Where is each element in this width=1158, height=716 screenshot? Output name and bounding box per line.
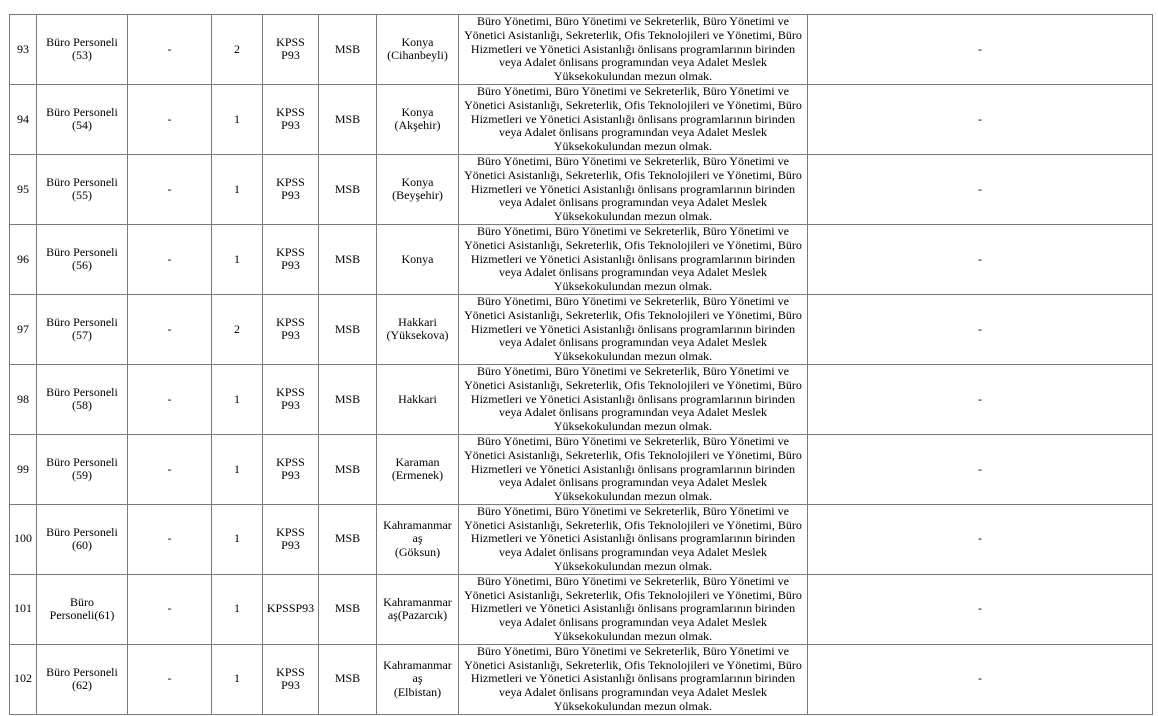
- notes: [808, 15, 1153, 85]
- education-requirement: [459, 84, 808, 154]
- edu-text: Büro Yönetimi, Büro Yönetimi ve Sekreterlik, Büro Yönetimi ve Yönetici Asistanlığı, Sekreterlik, Ofis Teknolojileri ve Yönetimi, Büro Hizmetleri ve Yönetici Asistanlığı önlisans programlarının birinden veya Adalet önlisans programından veya Adalet Meslek Yüksekokulundan mezun olmak.: [464, 504, 802, 574]
- empty-cell: [128, 574, 212, 644]
- loc-line2-text: (Akşehir): [394, 118, 441, 133]
- notes: [808, 434, 1153, 504]
- exam-line1-text: KPSS: [276, 314, 305, 329]
- org-text: MSB: [334, 531, 361, 546]
- location: [377, 84, 459, 154]
- exam-line1-text: KPSS: [276, 104, 305, 119]
- loc-line1-text: Kahramanmar: [383, 517, 452, 532]
- title-line1-text: Büro Personeli: [46, 314, 118, 329]
- row-number: [10, 154, 37, 224]
- edu-text: Büro Yönetimi, Büro Yönetimi ve Sekreterlik, Büro Yönetimi ve Yönetici Asistanlığı, Sekreterlik, Ofis Teknolojileri ve Yönetimi, Büro Hizmetleri ve Yönetici Asistanlığı önlisans programlarının birinden veya Adalet önlisans programından veya Adalet Meslek Yüksekokulundan mezun olmak.: [464, 434, 802, 504]
- position-count: [212, 504, 263, 574]
- notes-text: -: [978, 601, 982, 616]
- position-title: [37, 574, 128, 644]
- edu-text: Büro Yönetimi, Büro Yönetimi ve Sekreterlik, Büro Yönetimi ve Yönetici Asistanlığı, Sekreterlik, Ofis Teknolojileri ve Yönetimi, Büro Hizmetleri ve Yönetici Asistanlığı önlisans programlarının birinden veya Adalet önlisans programından veya Adalet Meslek Yüksekokulundan mezun olmak.: [464, 364, 802, 434]
- education-requirement: [459, 294, 808, 364]
- notes-text: -: [978, 321, 982, 336]
- exam-score-type: [263, 574, 319, 644]
- org-text: MSB: [334, 671, 361, 686]
- empty-cell: [128, 644, 212, 714]
- row-number: [10, 84, 37, 154]
- notes: [808, 84, 1153, 154]
- institution: [319, 644, 377, 714]
- loc-line2-text: (Yüksekova): [386, 328, 449, 343]
- org-text: MSB: [334, 321, 361, 336]
- loc-line2-text: (Cihanbeyli): [387, 48, 448, 63]
- exam-line2-text: P93: [281, 398, 300, 413]
- col3-text: -: [167, 111, 172, 126]
- education-requirement: [459, 364, 808, 434]
- col3-text: -: [167, 461, 172, 476]
- title-line2-text: (60): [72, 538, 92, 553]
- location: [377, 224, 459, 294]
- position-title: [37, 84, 128, 154]
- col3-text: -: [167, 321, 172, 336]
- col3-text: -: [167, 41, 172, 56]
- notes: [808, 364, 1153, 434]
- loc-line3-text: (Göksun): [394, 545, 441, 560]
- notes-text: -: [978, 111, 982, 126]
- no-text: 96: [17, 251, 29, 266]
- edu-text: Büro Yönetimi, Büro Yönetimi ve Sekreterlik, Büro Yönetimi ve Yönetici Asistanlığı, Sekreterlik, Ofis Teknolojileri ve Yönetimi, Büro Hizmetleri ve Yönetici Asistanlığı önlisans programlarının birinden veya Adalet önlisans programından veya Adalet Meslek Yüksekokulundan mezun olmak.: [464, 154, 802, 224]
- location: [377, 154, 459, 224]
- edu-text: Büro Yönetimi, Büro Yönetimi ve Sekreterlik, Büro Yönetimi ve Yönetici Asistanlığı, Sekreterlik, Ofis Teknolojileri ve Yönetimi, Büro Hizmetleri ve Yönetici Asistanlığı önlisans programlarının birinden veya Adalet önlisans programından veya Adalet Meslek Yüksekokulundan mezun olmak.: [464, 14, 802, 84]
- table-row: [10, 224, 1153, 294]
- position-count: [212, 294, 263, 364]
- position-count: [212, 15, 263, 85]
- exam-line1-text: KPSS: [276, 34, 305, 49]
- exam-line1-text: KPSSP93: [266, 601, 315, 616]
- count-text: 2: [234, 321, 240, 336]
- location: [377, 364, 459, 434]
- position-count: [212, 224, 263, 294]
- no-text: 95: [17, 181, 29, 196]
- position-count: [212, 364, 263, 434]
- location: [377, 15, 459, 85]
- title-line2-text: (56): [72, 258, 92, 273]
- table-row: [10, 84, 1153, 154]
- table-row: [10, 154, 1153, 224]
- loc-line2-text: (Ermenek): [391, 468, 444, 483]
- exam-line1-text: KPSS: [276, 174, 305, 189]
- table-row: [10, 644, 1153, 714]
- table-row: [10, 364, 1153, 434]
- position-count: [212, 84, 263, 154]
- exam-line2-text: P93: [281, 118, 300, 133]
- position-title: [37, 504, 128, 574]
- notes-text: -: [978, 461, 982, 476]
- notes: [808, 574, 1153, 644]
- position-count: [212, 434, 263, 504]
- edu-text: Büro Yönetimi, Büro Yönetimi ve Sekreterlik, Büro Yönetimi ve Yönetici Asistanlığı, Sekreterlik, Ofis Teknolojileri ve Yönetimi, Büro Hizmetleri ve Yönetici Asistanlığı önlisans programlarının birinden veya Adalet önlisans programından veya Adalet Meslek Yüksekokulundan mezun olmak.: [464, 84, 802, 154]
- exam-score-type: [263, 644, 319, 714]
- location: [377, 504, 459, 574]
- row-number: [10, 644, 37, 714]
- loc-line1-text: Konya: [401, 104, 434, 119]
- loc-line2-text: (Beyşehir): [392, 188, 443, 203]
- title-line1-text: Büro: [70, 594, 94, 609]
- institution: [319, 574, 377, 644]
- location: [377, 434, 459, 504]
- no-text: 97: [17, 321, 29, 336]
- notes-text: -: [978, 251, 982, 266]
- count-text: 1: [234, 601, 240, 616]
- org-text: MSB: [334, 391, 361, 406]
- exam-line1-text: KPSS: [276, 384, 305, 399]
- col3-text: -: [167, 601, 172, 616]
- institution: [319, 294, 377, 364]
- exam-score-type: [263, 84, 319, 154]
- location: [377, 294, 459, 364]
- job-listing-table: [9, 14, 1153, 715]
- table-row: [10, 15, 1153, 85]
- institution: [319, 434, 377, 504]
- table-row: [10, 504, 1153, 574]
- position-title: [37, 434, 128, 504]
- no-text: 99: [17, 461, 29, 476]
- position-title: [37, 364, 128, 434]
- empty-cell: [128, 504, 212, 574]
- col3-text: -: [167, 181, 172, 196]
- no-text: 100: [14, 531, 32, 546]
- education-requirement: [459, 644, 808, 714]
- education-requirement: [459, 154, 808, 224]
- exam-score-type: [263, 364, 319, 434]
- org-text: MSB: [334, 111, 361, 126]
- row-number: [10, 504, 37, 574]
- position-title: [37, 644, 128, 714]
- col3-text: -: [167, 531, 172, 546]
- notes-text: -: [978, 531, 982, 546]
- education-requirement: [459, 504, 808, 574]
- row-number: [10, 15, 37, 85]
- notes-text: -: [978, 41, 982, 56]
- position-count: [212, 644, 263, 714]
- notes-text: -: [978, 181, 982, 196]
- education-requirement: [459, 224, 808, 294]
- position-count: [212, 574, 263, 644]
- notes: [808, 154, 1153, 224]
- institution: [319, 364, 377, 434]
- count-text: 2: [234, 41, 240, 56]
- row-number: [10, 294, 37, 364]
- org-text: MSB: [334, 251, 361, 266]
- org-text: MSB: [334, 181, 361, 196]
- exam-score-type: [263, 224, 319, 294]
- empty-cell: [128, 434, 212, 504]
- title-line1-text: Büro Personeli: [46, 454, 118, 469]
- institution: [319, 84, 377, 154]
- title-line1-text: Büro Personeli: [46, 104, 118, 119]
- title-line2-text: (59): [72, 468, 92, 483]
- edu-text: Büro Yönetimi, Büro Yönetimi ve Sekreterlik, Büro Yönetimi ve Yönetici Asistanlığı, Sekreterlik, Ofis Teknolojileri ve Yönetimi, Büro Hizmetleri ve Yönetici Asistanlığı önlisans programlarının birinden veya Adalet önlisans programından veya Adalet Meslek Yüksekokulundan mezun olmak.: [464, 294, 802, 364]
- education-requirement: [459, 434, 808, 504]
- institution: [319, 154, 377, 224]
- loc-line1-text: Kahramanmar: [383, 657, 452, 672]
- title-line1-text: Büro Personeli: [46, 664, 118, 679]
- exam-score-type: [263, 294, 319, 364]
- title-line2-text: (54): [72, 118, 92, 133]
- no-text: 94: [17, 111, 29, 126]
- col3-text: -: [167, 391, 172, 406]
- title-line2-text: (53): [72, 48, 92, 63]
- edu-text: Büro Yönetimi, Büro Yönetimi ve Sekreterlik, Büro Yönetimi ve Yönetici Asistanlığı, Sekreterlik, Ofis Teknolojileri ve Yönetimi, Büro Hizmetleri ve Yönetici Asistanlığı önlisans programlarının birinden veya Adalet önlisans programından veya Adalet Meslek Yüksekokulundan mezun olmak.: [464, 574, 802, 644]
- org-text: MSB: [334, 41, 361, 56]
- empty-cell: [128, 364, 212, 434]
- empty-cell: [128, 294, 212, 364]
- col3-text: -: [167, 251, 172, 266]
- title-line1-text: Büro Personeli: [46, 244, 118, 259]
- loc-line1-text: Konya: [401, 174, 434, 189]
- institution: [319, 224, 377, 294]
- position-title: [37, 15, 128, 85]
- exam-line1-text: KPSS: [276, 664, 305, 679]
- position-title: [37, 294, 128, 364]
- no-text: 98: [17, 391, 29, 406]
- exam-line2-text: P93: [281, 538, 300, 553]
- title-line2-text: (55): [72, 188, 92, 203]
- table-row: [10, 574, 1153, 644]
- edu-text: Büro Yönetimi, Büro Yönetimi ve Sekreterlik, Büro Yönetimi ve Yönetici Asistanlığı, Sekreterlik, Ofis Teknolojileri ve Yönetimi, Büro Hizmetleri ve Yönetici Asistanlığı önlisans programlarının birinden veya Adalet önlisans programından veya Adalet Meslek Yüksekokulundan mezun olmak.: [464, 644, 802, 714]
- exam-line2-text: P93: [281, 188, 300, 203]
- exam-line1-text: KPSS: [276, 244, 305, 259]
- position-title: [37, 154, 128, 224]
- row-number: [10, 364, 37, 434]
- count-text: 1: [234, 181, 240, 196]
- col3-text: -: [167, 671, 172, 686]
- loc-line1-text: Konya: [401, 34, 434, 49]
- count-text: 1: [234, 111, 240, 126]
- title-line1-text: Büro Personeli: [46, 384, 118, 399]
- exam-score-type: [263, 154, 319, 224]
- title-line2-text: (58): [72, 398, 92, 413]
- edu-text: Büro Yönetimi, Büro Yönetimi ve Sekreterlik, Büro Yönetimi ve Yönetici Asistanlığı, Sekreterlik, Ofis Teknolojileri ve Yönetimi, Büro Hizmetleri ve Yönetici Asistanlığı önlisans programlarının birinden veya Adalet önlisans programından veya Adalet Meslek Yüksekokulundan mezun olmak.: [464, 224, 802, 294]
- row-number: [10, 224, 37, 294]
- loc-line1-text: Kahramanmar: [383, 594, 452, 609]
- position-title: [37, 224, 128, 294]
- location: [377, 644, 459, 714]
- notes: [808, 294, 1153, 364]
- notes-text: -: [978, 391, 982, 406]
- exam-line2-text: P93: [281, 678, 300, 693]
- exam-score-type: [263, 15, 319, 85]
- no-text: 93: [17, 41, 29, 56]
- exam-line1-text: KPSS: [276, 454, 305, 469]
- exam-score-type: [263, 434, 319, 504]
- empty-cell: [128, 154, 212, 224]
- count-text: 1: [234, 251, 240, 266]
- empty-cell: [128, 224, 212, 294]
- empty-cell: [128, 84, 212, 154]
- institution: [319, 15, 377, 85]
- empty-cell: [128, 15, 212, 85]
- notes: [808, 644, 1153, 714]
- exam-line2-text: P93: [281, 48, 300, 63]
- loc-line2-text: aş: [412, 531, 423, 546]
- education-requirement: [459, 574, 808, 644]
- row-number: [10, 574, 37, 644]
- notes-text: -: [978, 671, 982, 686]
- loc-line1-text: Hakkari: [398, 314, 437, 329]
- notes: [808, 504, 1153, 574]
- count-text: 1: [234, 391, 240, 406]
- title-line2-text: Personeli(61): [49, 608, 115, 623]
- exam-line2-text: P93: [281, 258, 300, 273]
- loc-line1-text: Karaman: [395, 454, 440, 469]
- institution: [319, 504, 377, 574]
- loc-line1-text: Hakkari: [398, 391, 437, 406]
- count-text: 1: [234, 671, 240, 686]
- no-text: 101: [14, 601, 32, 616]
- location: [377, 574, 459, 644]
- title-line2-text: (62): [72, 678, 92, 693]
- no-text: 102: [14, 671, 32, 686]
- exam-line1-text: KPSS: [276, 524, 305, 539]
- org-text: MSB: [334, 601, 361, 616]
- position-count: [212, 154, 263, 224]
- loc-line2-text: aş(Pazarcık): [387, 608, 448, 623]
- org-text: MSB: [334, 461, 361, 476]
- loc-line1-text: Konya: [401, 251, 434, 266]
- loc-line3-text: (Elbistan): [393, 685, 442, 700]
- notes: [808, 224, 1153, 294]
- title-line1-text: Büro Personeli: [46, 34, 118, 49]
- education-requirement: [459, 15, 808, 85]
- title-line1-text: Büro Personeli: [46, 174, 118, 189]
- title-line1-text: Büro Personeli: [46, 524, 118, 539]
- table-row: [10, 434, 1153, 504]
- exam-score-type: [263, 504, 319, 574]
- title-line2-text: (57): [72, 328, 92, 343]
- row-number: [10, 434, 37, 504]
- exam-line2-text: P93: [281, 328, 300, 343]
- count-text: 1: [234, 531, 240, 546]
- loc-line2-text: aş: [412, 671, 423, 686]
- exam-line2-text: P93: [281, 468, 300, 483]
- count-text: 1: [234, 461, 240, 476]
- table-row: [10, 294, 1153, 364]
